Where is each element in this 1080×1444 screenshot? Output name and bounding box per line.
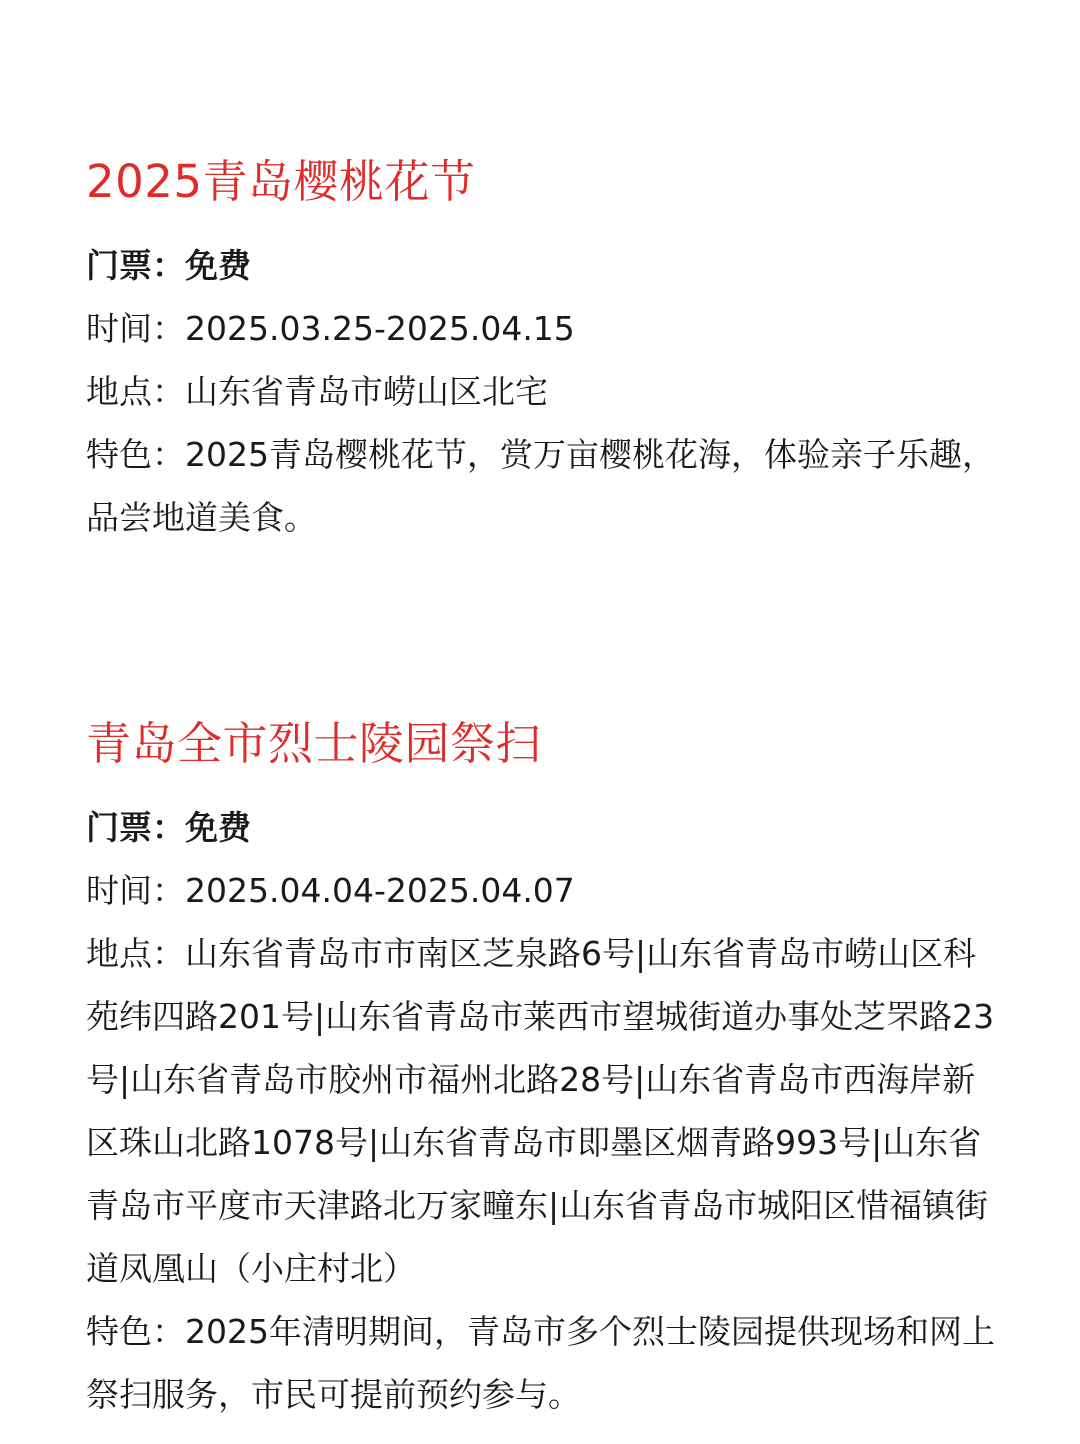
location-label: 地点： [86, 372, 185, 411]
feature-value: 2025青岛樱桃花节，赏万亩樱桃花海，体验亲子乐趣，品尝地道美食。 [86, 435, 995, 537]
feature-row [86, 423, 996, 549]
location-row [86, 360, 996, 423]
time-value: 2025.03.25-2025.04.15 [185, 309, 575, 348]
feature-label: 特色： [86, 1312, 185, 1351]
time-value: 2025.04.04-2025.04.07 [185, 871, 575, 910]
time-row [86, 859, 996, 922]
ticket-row [86, 796, 996, 859]
time-row [86, 297, 996, 360]
event-title: 2025青岛樱桃花节 [86, 155, 476, 208]
ticket-value: 免费 [185, 808, 251, 847]
ticket-label: 门票： [86, 246, 185, 285]
event-card-cherry-blossom [86, 150, 996, 549]
time-label: 时间： [86, 871, 185, 910]
location-label: 地点： [86, 934, 185, 973]
location-value: 山东省青岛市崂山区北宅 [185, 372, 548, 411]
location-value: 山东省青岛市市南区芝泉路6号|山东省青岛市崂山区科苑纬四路201号|山东省青岛市莱西市望城街道办事处芝罘路23号|山东省青岛市胶州市福州北路28号|山东省青岛市西海岸新区珠山北路1078号|山东省青岛市即墨区烟青路993号|山东省青岛市平度市天津路北万家疃东|山东省青岛市城阳区惜福镇街道凤凰山（小庄村北） [86, 934, 995, 1288]
location-row [86, 922, 996, 1300]
event-title: 青岛全市烈士陵园祭扫 [86, 717, 542, 770]
ticket-value: 免费 [185, 246, 251, 285]
feature-label: 特色： [86, 435, 185, 474]
event-card-martyrs-cemetery [86, 712, 996, 1426]
feature-value: 2025年清明期间，青岛市多个烈士陵园提供现场和网上祭扫服务，市民可提前预约参与。 [86, 1312, 995, 1414]
ticket-row [86, 234, 996, 297]
ticket-label: 门票： [86, 808, 185, 847]
feature-row [86, 1300, 996, 1426]
time-label: 时间： [86, 309, 185, 348]
